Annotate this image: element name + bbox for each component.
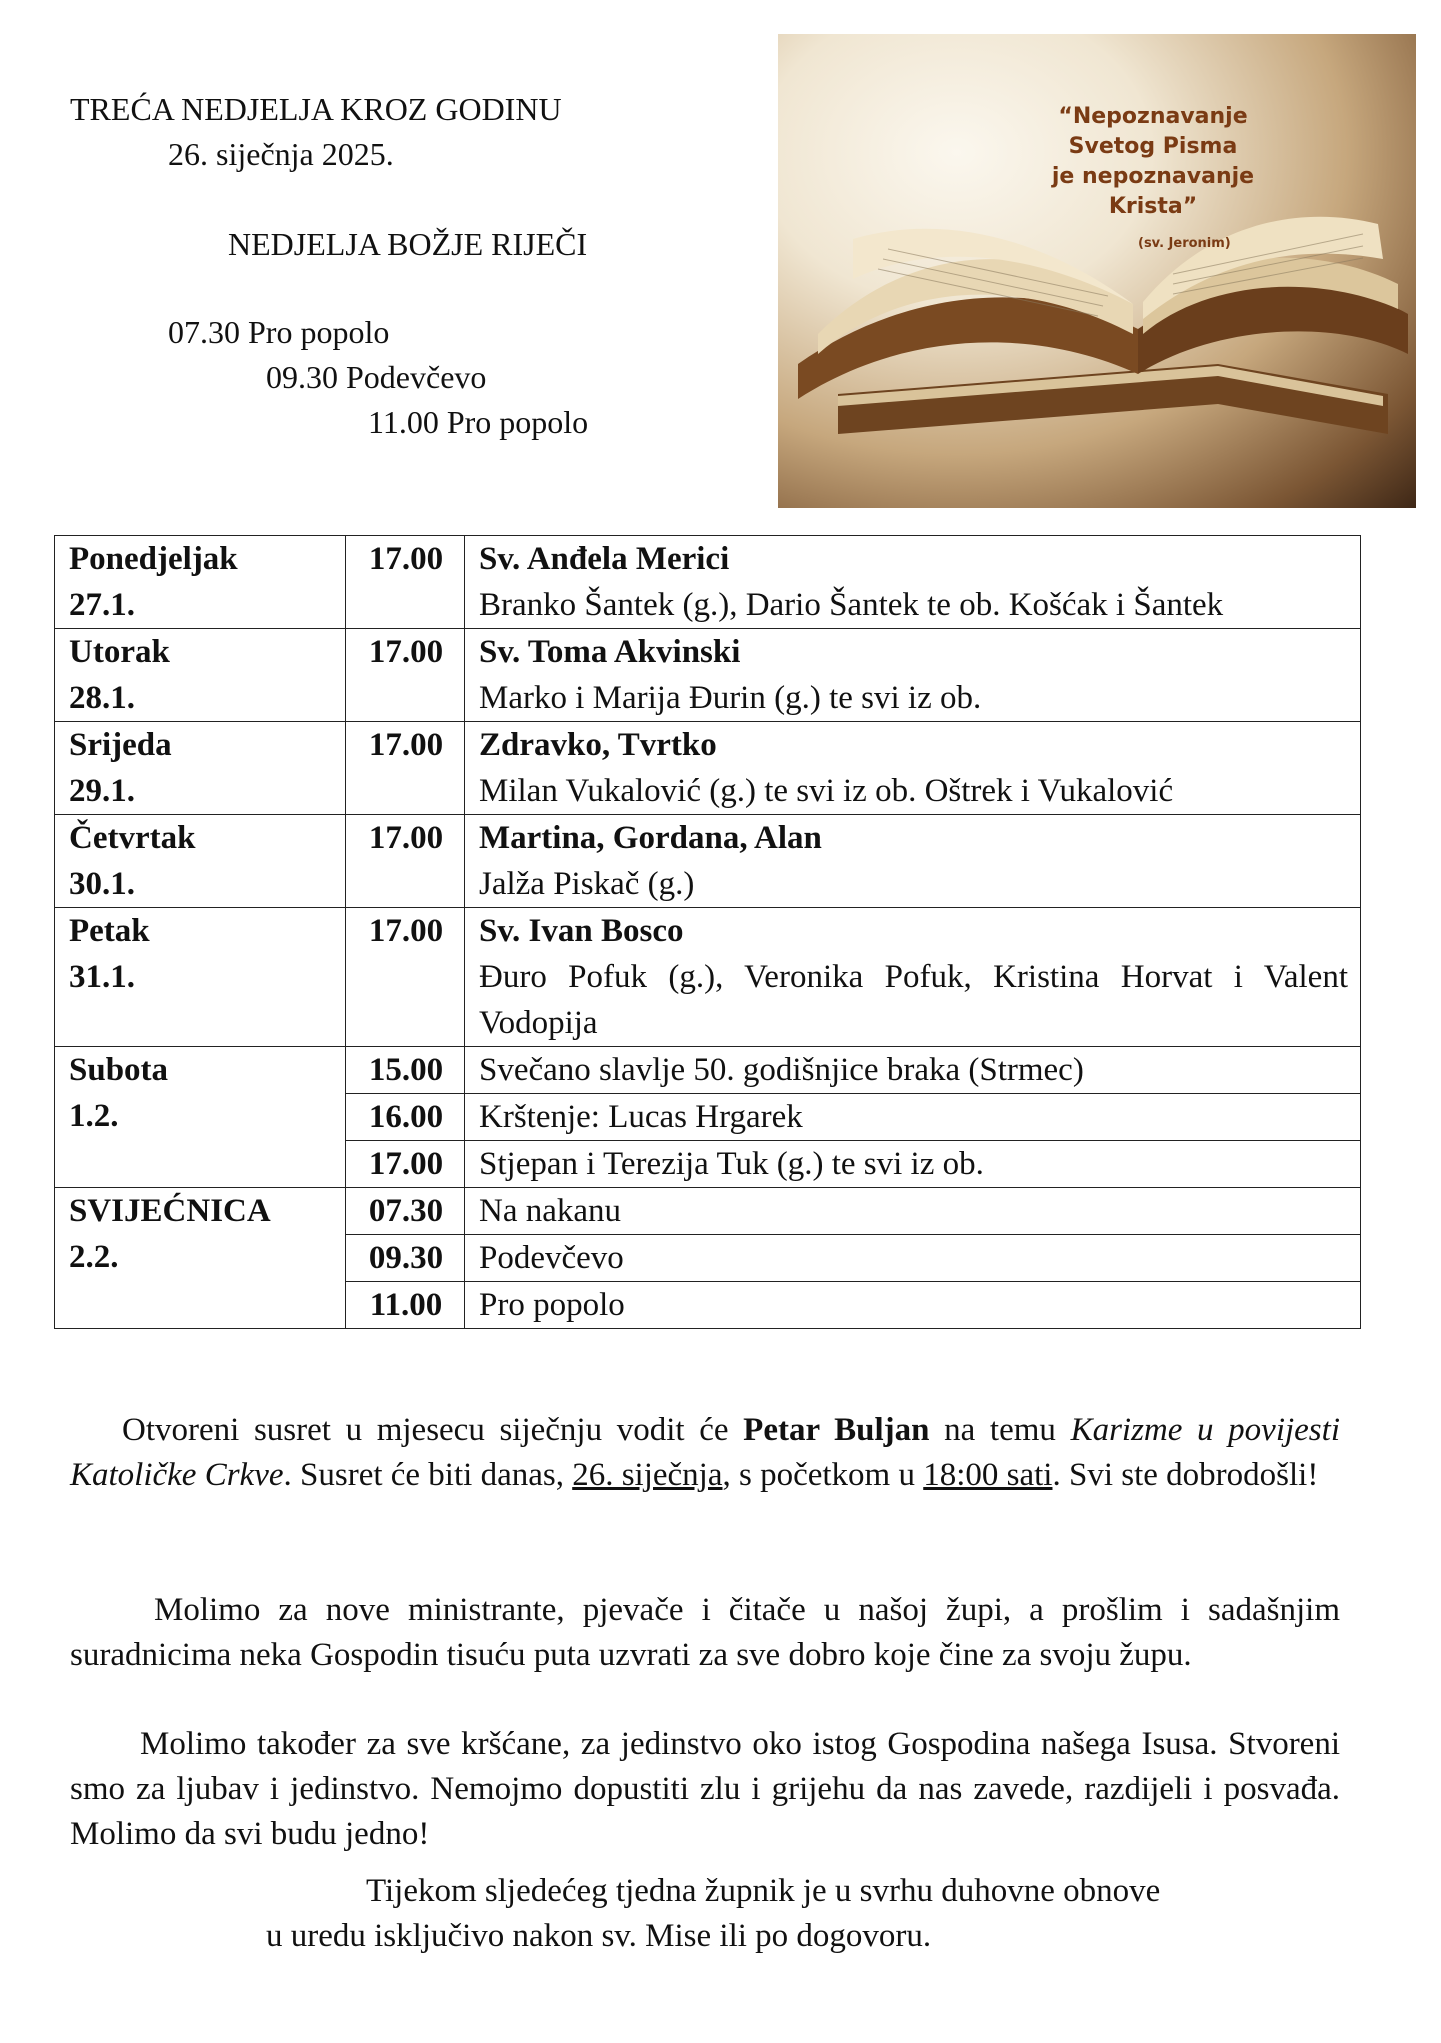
mass-intention: Podevčevo bbox=[465, 1235, 1361, 1282]
mass-intention: Marko i Marija Đurin (g.) te svi iz ob. bbox=[479, 680, 982, 716]
table-row bbox=[55, 815, 1361, 908]
day-date: 31.1. bbox=[69, 959, 135, 995]
mass-time: 09.30 bbox=[346, 1235, 465, 1282]
day-date: 27.1. bbox=[69, 587, 135, 623]
mass-intention: Stjepan i Terezija Tuk (g.) te svi iz ob. bbox=[465, 1141, 1361, 1188]
announcement-pastor-line2: u uredu isključivo nakon sv. Mise ili po dogovoru. bbox=[266, 1918, 932, 1954]
bible-quote-image bbox=[778, 34, 1416, 508]
mass-intention: Jalža Piskač (g.) bbox=[479, 866, 695, 902]
mass-time: 17.00 bbox=[346, 536, 465, 629]
mass-intention: Pro popolo bbox=[465, 1282, 1361, 1329]
bulletin-date: 26. siječnja 2025. bbox=[168, 136, 394, 172]
mass-time: 17.00 bbox=[346, 722, 465, 815]
mass-time: 07.30 bbox=[346, 1188, 465, 1235]
mass-time: 11.00 bbox=[346, 1282, 465, 1329]
announcement-pastor-line1: Tijekom sljedećeg tjedna župnik je u svrhu duhovne obnove bbox=[366, 1873, 1161, 1909]
mass-time: 17.00 bbox=[346, 908, 465, 1047]
table-row bbox=[55, 908, 1361, 1047]
meeting-date: 26. siječnja bbox=[572, 1457, 723, 1493]
mass-intention: Krštenje: Lucas Hrgarek bbox=[465, 1094, 1361, 1141]
mass-time: 16.00 bbox=[346, 1094, 465, 1141]
table-row bbox=[55, 1047, 1361, 1094]
saint-of-day: Martina, Gordana, Alan bbox=[479, 820, 822, 856]
saint-of-day: Sv. Anđela Merici bbox=[479, 541, 730, 577]
meeting-topic: Karizme u povijesti Katoličke Crkve bbox=[70, 1412, 1340, 1493]
mass-time: 17.00 bbox=[346, 629, 465, 722]
day-name: Četvrtak bbox=[69, 820, 196, 856]
table-row bbox=[55, 629, 1361, 722]
table-row bbox=[55, 1188, 1361, 1235]
mass-time: 15.00 bbox=[346, 1047, 465, 1094]
mass-intention: Đuro Pofuk (g.), Veronika Pofuk, Kristina Horvat i Valent Vodopija bbox=[479, 959, 1348, 1041]
table-row bbox=[55, 722, 1361, 815]
speaker-name: Petar Buljan bbox=[743, 1412, 930, 1448]
mass-intention: Branko Šantek (g.), Dario Šantek te ob. Košćak i Šantek bbox=[479, 587, 1224, 623]
day-date: 29.1. bbox=[69, 773, 135, 809]
mass-schedule-table bbox=[54, 535, 1361, 1329]
announcement-ministers: Molimo za nove ministrante, pjevače i čitače u našoj župi, a prošlim i sadašnjim suradnicima neka Gospodin tisuću puta uzvrati za sve dobro koje čine za svoju župu. bbox=[70, 1592, 1340, 1673]
bulletin-subtitle: NEDJELJA BOŽJE RIJEČI bbox=[228, 226, 588, 262]
mass-intention: Svečano slavlje 50. godišnjice braka (Strmec) bbox=[465, 1047, 1361, 1094]
mass-time-3: 11.00 Pro popolo bbox=[368, 404, 589, 440]
bulletin-title: TREĆA NEDJELJA KROZ GODINU bbox=[70, 91, 562, 127]
saint-of-day: Sv. Toma Akvinski bbox=[479, 634, 741, 670]
day-name: Petak bbox=[69, 913, 150, 949]
day-date: 28.1. bbox=[69, 680, 135, 716]
day-date: 30.1. bbox=[69, 866, 135, 902]
mass-time-2: 09.30 Podevčevo bbox=[266, 359, 487, 395]
day-name: Subota bbox=[69, 1052, 169, 1088]
day-name: Srijeda bbox=[69, 727, 172, 763]
day-date: 1.2. bbox=[69, 1098, 119, 1134]
mass-time-1: 07.30 Pro popolo bbox=[168, 314, 390, 350]
quote-text: “Nepoznavanje Svetog Pisma je nepoznavanje Krista” bbox=[1051, 104, 1255, 219]
announcement-unity: Molimo također za sve kršćane, za jedinstvo oko istog Gospodina našega Isusa. Stvoreni smo za ljubav i jedinstvo. Nemojmo dopustiti zlu i grijehu da nas zavede, razdijeli i posvađa. Molimo da svi budu jedno! bbox=[70, 1726, 1340, 1852]
mass-intention: Milan Vukalović (g.) te svi iz ob. Oštrek i Vukalović bbox=[479, 773, 1174, 809]
mass-time: 17.00 bbox=[346, 1141, 465, 1188]
day-name: Utorak bbox=[69, 634, 170, 670]
table-row bbox=[55, 536, 1361, 629]
mass-time: 17.00 bbox=[346, 815, 465, 908]
mass-intention: Na nakanu bbox=[465, 1188, 1361, 1235]
saint-of-day: Sv. Ivan Bosco bbox=[479, 913, 684, 949]
day-name: Ponedjeljak bbox=[69, 541, 238, 577]
quote-author: (sv. Jeronim) bbox=[1138, 236, 1231, 251]
announcement-meeting: Otvoreni susret u mjesecu siječnju vodit će Petar Buljan na temu Karizme u povijesti Katoličke Crkve. Susret će biti danas, 26. siječnja, s početkom u 18:00 sati. Svi ste dobrodošli! bbox=[70, 1412, 1340, 1493]
saint-of-day: Zdravko, Tvrtko bbox=[479, 727, 717, 763]
meeting-time: 18:00 sati bbox=[923, 1457, 1053, 1493]
day-name: SVIJEĆNICA bbox=[69, 1193, 271, 1229]
day-date: 2.2. bbox=[69, 1239, 119, 1275]
